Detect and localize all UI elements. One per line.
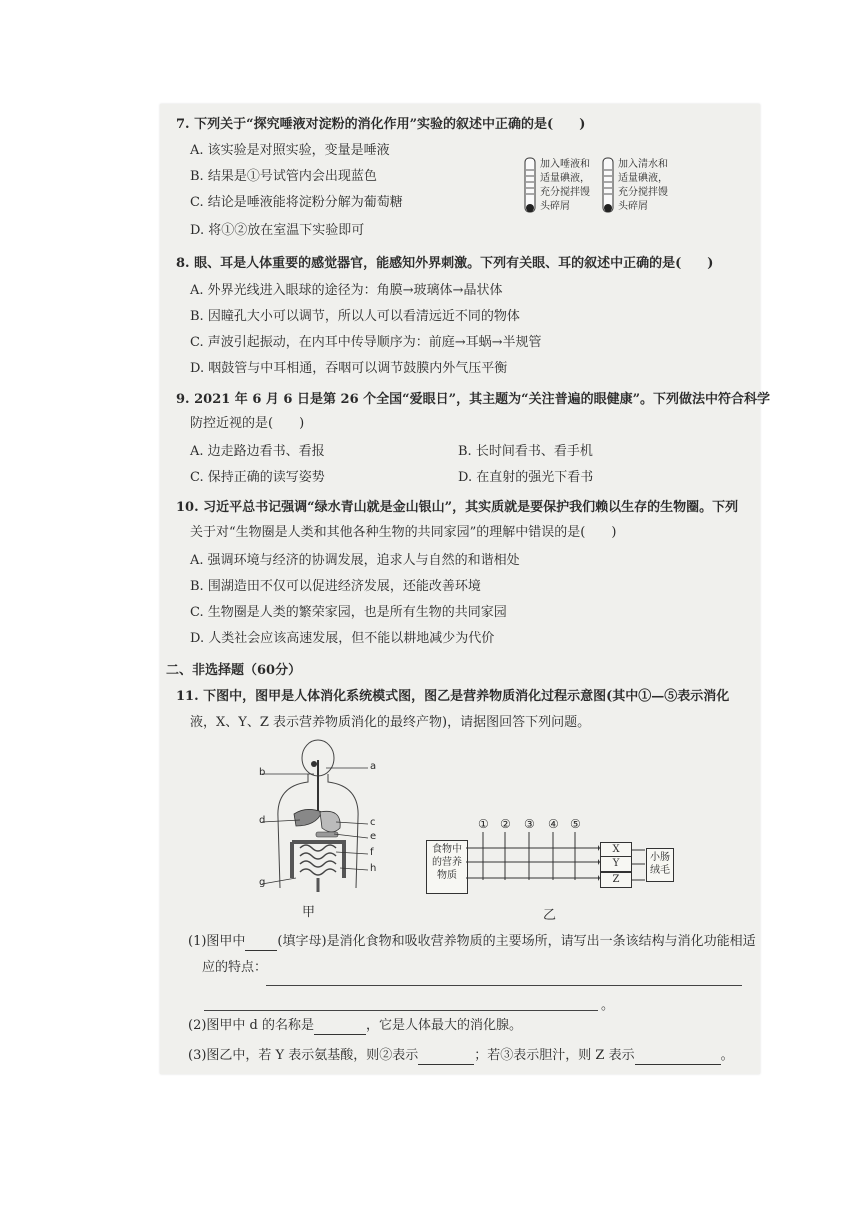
q8-option-c: C. 声波引起振动，在内耳中传导顺序为：前庭→耳蜗→半规管 xyxy=(190,335,542,350)
q9-option-b: B. 长时间看书、看手机 xyxy=(458,444,593,459)
fig-a-caption: 甲 xyxy=(302,905,316,920)
product-z-box: Z xyxy=(600,872,632,888)
q11-sub1-blank-letter[interactable] xyxy=(245,938,277,951)
digestive-juice-1: ① xyxy=(478,817,489,831)
q11-stem-line2: 液，X、Y、Z 表示营养物质消化的最终产物)，请据图回答下列问题。 xyxy=(190,715,591,730)
exam-page xyxy=(160,104,771,1074)
product-x-box: X xyxy=(600,842,632,858)
test-tube-1-icon xyxy=(520,156,540,220)
tube-2-label: 加入清水和 适量碘液， 充分搅拌馒 头碎屑 xyxy=(618,159,668,212)
food-nutrients-box: 食物中 的营养 物质 xyxy=(426,840,468,894)
q11-sub2-prefix: (2)图甲中 d 的名称是 xyxy=(188,1018,315,1033)
q7-stem: 7. 下列关于“探究唾液对淀粉的消化作用”实验的叙述中正确的是( ) xyxy=(176,117,586,132)
q10-stem-line1: 10. 习近平总书记强调“绿水青山就是金山银山”，其实质就是要保护我们赖以生存的生物圈。下列 xyxy=(176,500,739,515)
q11-sub1-period: 。 xyxy=(601,998,615,1013)
q10-option-b: B. 围湖造田不仅可以促进经济发展，还能改善环境 xyxy=(190,579,481,594)
q10-stem-line2: 关于对“生物圈是人类和其他各种生物的共同家园”的理解中错误的是( ) xyxy=(190,525,617,540)
q9-option-a: A. 边走路边看书、看报 xyxy=(190,444,325,459)
q11-sub3-blank-1[interactable] xyxy=(418,1052,474,1065)
digestive-juice-5: ⑤ xyxy=(570,817,581,831)
q11-stem-line1: 11. 下图中，图甲是人体消化系统模式图，图乙是营养物质消化过程示意图(其中①—⑤表示消化 xyxy=(176,689,730,704)
q7-option-b: B. 结果是①号试管内会出现蓝色 xyxy=(190,169,377,184)
q11-sub1-prefix: (1)图甲中 xyxy=(188,934,246,949)
q11-sub3-period: 。 xyxy=(720,1048,734,1063)
fig-a-label-e: e xyxy=(370,831,377,842)
q8-option-b: B. 因瞳孔大小可以调节，所以人可以看清远近不同的物体 xyxy=(190,309,520,324)
q11-sub2-blank[interactable] xyxy=(314,1022,366,1035)
q11-sub2 xyxy=(188,1017,522,1035)
q7-option-a: A. 该实验是对照实验，变量是唾液 xyxy=(190,143,390,158)
digestive-system-diagram xyxy=(256,738,376,898)
absorption-arrows xyxy=(631,846,647,886)
q11-sub3-mid: ；若③表示胆汁，则 Z 表示 xyxy=(474,1048,635,1063)
q11-sub1-answer-line-2[interactable] xyxy=(204,1010,598,1011)
digestive-juice-4: ④ xyxy=(548,817,559,831)
digestive-juice-2: ② xyxy=(500,817,511,831)
q10-option-d: D. 人类社会应该高速发展，但不能以耕地减少为代价 xyxy=(190,631,495,646)
q8-option-d: D. 咽鼓管与中耳相通，吞咽可以调节鼓膜内外气压平衡 xyxy=(190,361,508,376)
fig-a-label-g: g xyxy=(259,877,266,888)
digestive-juice-3: ③ xyxy=(524,817,535,831)
q8-option-a: A. 外界光线进入眼球的途径为：角膜→玻璃体→晶状体 xyxy=(190,283,503,298)
q11-sub1-answer-line-1[interactable] xyxy=(266,985,742,986)
exam-paper xyxy=(160,104,771,1074)
fig-a-label-b: b xyxy=(259,767,266,778)
q11-sub3-blank-2[interactable] xyxy=(635,1052,721,1065)
fig-a-label-d: d xyxy=(259,815,266,826)
section-2-heading: 二、非选择题（60分） xyxy=(166,663,302,678)
fig-b-caption: 乙 xyxy=(543,908,557,923)
q11-sub3 xyxy=(188,1047,734,1065)
q11-sub3-prefix: (3)图乙中，若 Y 表示氨基酸，则②表示 xyxy=(188,1048,419,1063)
q10-option-a: A. 强调环境与经济的协调发展，追求人与自然的和谐相处 xyxy=(190,553,520,568)
q9-option-c: C. 保持正确的读写姿势 xyxy=(190,470,325,485)
q11-sub1-text: (填字母)是消化食物和吸收营养物质的主要场所，请写出一条该结构与消化功能相适 xyxy=(277,934,756,949)
q8-stem: 8. 眼、耳是人体重要的感觉器官，能感知外界刺激。下列有关眼、耳的叙述中正确的是( ) xyxy=(176,256,714,271)
q9-stem-line2: 防控近视的是( ) xyxy=(190,416,305,431)
q11-sub2-text: ，它是人体最大的消化腺。 xyxy=(366,1018,523,1033)
q7-option-c: C. 结论是唾液能将淀粉分解为葡萄糖 xyxy=(190,195,403,210)
fig-a-label-c: c xyxy=(370,817,376,828)
tube-1-label: 加入唾液和 适量碘液， 充分搅拌馒 头碎屑 xyxy=(540,159,590,212)
q11-sub1-line2: 应的特点： xyxy=(202,960,268,975)
fig-a-label-h: h xyxy=(370,863,377,874)
q7-option-d: D. 将①②放在室温下实验即可 xyxy=(190,223,365,238)
intestinal-villi-box: 小肠 绒毛 xyxy=(646,848,674,882)
product-y-box: Y xyxy=(600,856,632,872)
q11-sub1-line1 xyxy=(188,933,756,951)
digestion-flow-arrows xyxy=(466,832,600,890)
test-tube-2-icon xyxy=(598,156,618,220)
fig-a-label-a: a xyxy=(370,761,377,772)
q9-stem-line1: 9. 2021 年 6 月 6 日是第 26 个全国“爱眼日”，其主题为“关注普遍的眼健康”。下列做法中符合科学 xyxy=(176,392,771,407)
q10-option-c: C. 生物圈是人类的繁荣家园，也是所有生物的共同家园 xyxy=(190,605,507,620)
fig-a-label-f: f xyxy=(370,847,374,858)
q9-option-d: D. 在直射的强光下看书 xyxy=(458,470,594,485)
